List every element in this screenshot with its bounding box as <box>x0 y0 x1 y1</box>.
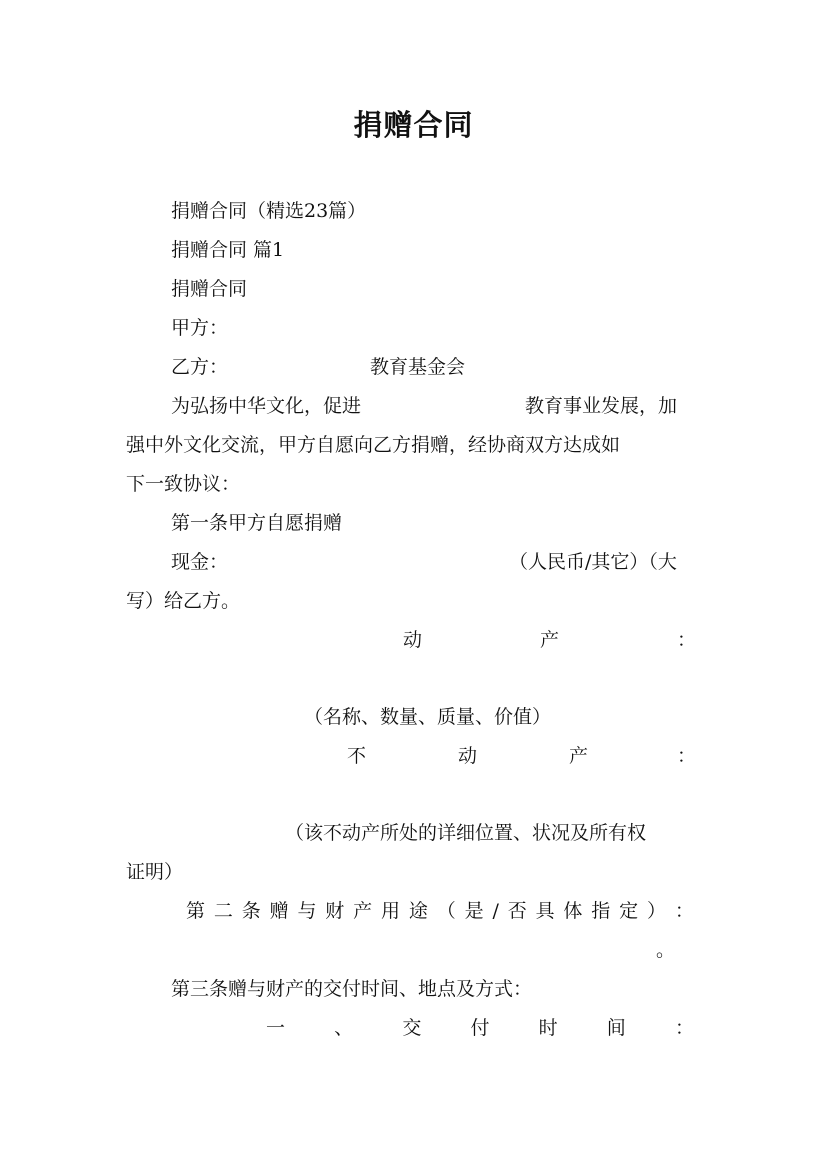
party-b-label: 乙方： <box>171 356 229 378</box>
delivery-char: 付 <box>470 1017 490 1039</box>
delivery-char: ： <box>674 1017 694 1039</box>
cash-currency-note: （人民币/其它）（大 <box>509 551 677 573</box>
article-2-char: （ <box>436 900 456 922</box>
immovable-colon: ： <box>677 745 697 767</box>
cash-line-2: 写）给乙方。 <box>126 590 241 612</box>
article-2-char: ） <box>647 900 667 922</box>
delivery-char: 、 <box>334 1017 354 1039</box>
article-2-char: 是 <box>464 900 484 922</box>
immovable-char-2: 动 <box>458 745 478 767</box>
article-2-char: 体 <box>563 900 583 922</box>
article-2-char: 赠 <box>269 900 289 922</box>
article-2-char: 条 <box>241 900 261 922</box>
contract-heading: 捐赠合同 <box>171 278 248 300</box>
article-2-char: 财 <box>325 900 345 922</box>
preamble-line-1a: 为弘扬中华文化，促进 <box>171 395 362 417</box>
article-2-char: 产 <box>353 900 373 922</box>
party-a-label: 甲方： <box>171 317 229 339</box>
article-2-char: 否 <box>507 900 527 922</box>
article-2-char: 指 <box>591 900 611 922</box>
delivery-char: 一 <box>266 1017 286 1039</box>
movable-colon: ： <box>677 629 697 651</box>
article-2-char: 具 <box>535 900 555 922</box>
preamble-line-3: 下一致协议： <box>126 473 241 495</box>
article-2-char: 用 <box>381 900 401 922</box>
immovable-char-1: 不 <box>347 745 367 767</box>
immovable-char-3: 产 <box>569 745 589 767</box>
cash-label: 现金： <box>171 551 229 573</box>
article-2-char: 定 <box>619 900 639 922</box>
preamble-line-2: 强中外文化交流，甲方自愿向乙方捐赠，经协商双方达成如 <box>126 434 621 456</box>
article-2-char: 二 <box>213 900 233 922</box>
party-b-name: 教育基金会 <box>370 356 466 378</box>
article-2-char: 途 <box>408 900 428 922</box>
movable-char-1: 动 <box>403 629 423 651</box>
delivery-char: 时 <box>538 1017 558 1039</box>
article-2-char: ： <box>674 900 694 922</box>
immovable-property-note-2: 证明） <box>126 861 184 883</box>
section-heading: 捐赠合同 篇1 <box>171 239 285 261</box>
movable-property-note: （名称、数量、质量、价值） <box>304 706 552 728</box>
article-3-heading: 第三条赠与财产的交付时间、地点及方式： <box>171 978 533 1000</box>
period-mark: 。 <box>656 939 676 961</box>
movable-char-2: 产 <box>540 629 560 651</box>
document-title: 捐赠合同 <box>353 108 474 142</box>
article-2-char: 与 <box>297 900 317 922</box>
article-2-char: 第 <box>186 900 206 922</box>
article-2-heading <box>186 899 694 923</box>
preamble-line-1b: 教育事业发展，加 <box>525 395 678 417</box>
immovable-property-note: （该不动产所处的详细位置、状况及所有权 <box>285 822 647 844</box>
article-2-char: / <box>492 900 499 922</box>
subtitle-line: 捐赠合同（精选23篇） <box>171 200 367 222</box>
delivery-time-line <box>266 1016 694 1040</box>
delivery-char: 间 <box>606 1017 626 1039</box>
article-1-heading: 第一条甲方自愿捐赠 <box>171 512 343 534</box>
delivery-char: 交 <box>402 1017 422 1039</box>
